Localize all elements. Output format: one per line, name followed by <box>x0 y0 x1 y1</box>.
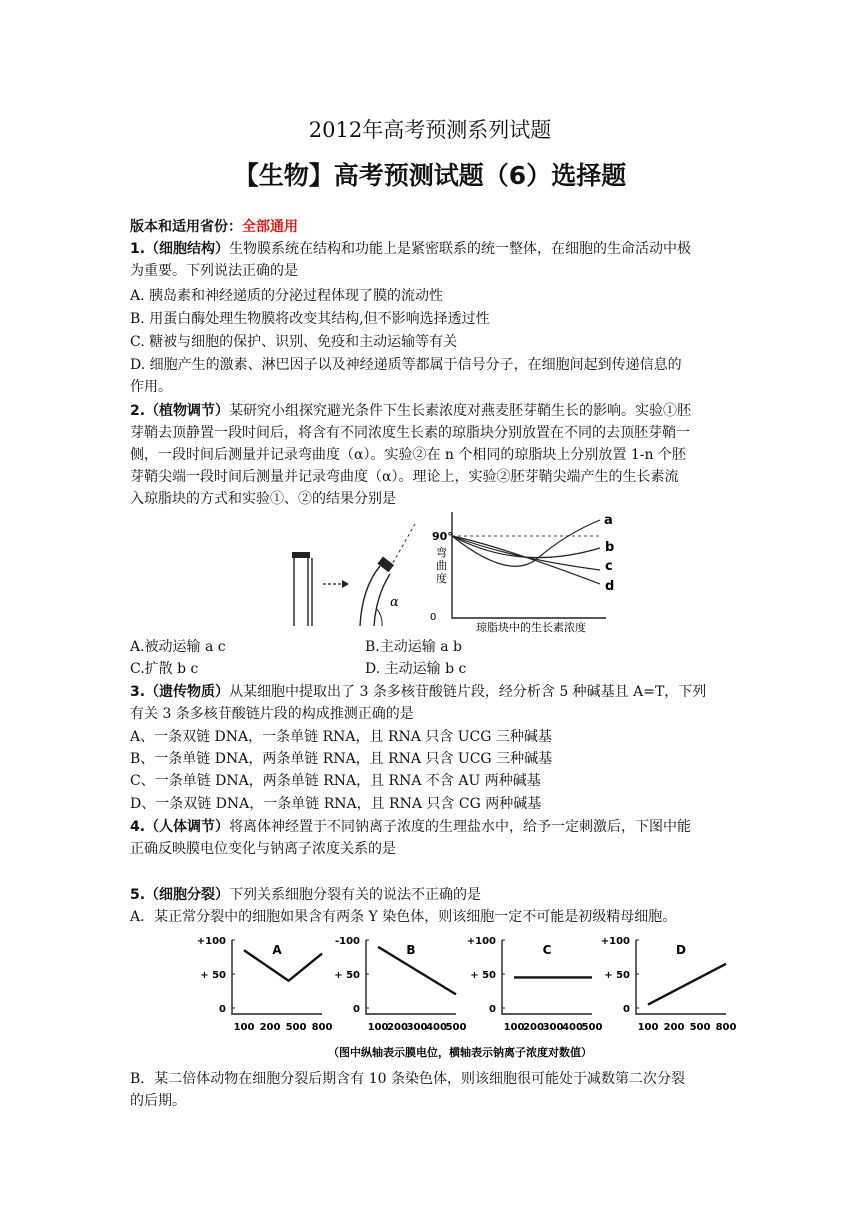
chart-d-xtick: 100 <box>637 1022 659 1033</box>
chart-d-ytick: +100 <box>600 936 630 947</box>
chart-c-xtick: 500 <box>581 1022 603 1033</box>
q4-stem1: 将离体神经置于不同钠离子浓度的生理盐水中，给予一定刺激后，下图中能 <box>229 819 692 835</box>
q1-option-d1: D. 细胞产生的激素、淋巴因子以及神经递质等都属于信号分子，在细胞间起到传递信息的 <box>130 357 682 373</box>
chart-b-series-line <box>378 947 456 995</box>
graph-xlabel: 琼脂块中的生长素浓度 <box>476 621 586 634</box>
curve-label-b: b <box>605 540 615 555</box>
dashed-axis <box>390 524 415 568</box>
chart-b-xtick: 400 <box>426 1022 447 1033</box>
q2-stem5: 入琼脂块的方式和实验①、②的结果分别是 <box>130 491 396 507</box>
chart-c-ytick: +100 <box>466 936 496 947</box>
alpha-label: α <box>390 595 399 610</box>
chart-caption: （图中纵轴表示膜电位，横轴表示钠离子浓度对数值） <box>328 1046 592 1059</box>
q4-stem-line1 <box>130 816 740 838</box>
q5-option-b1: B．某二倍体动物在细胞分裂后期含有 10 条染色体，则该细胞很可能处于减数第二次分裂 <box>130 1071 686 1087</box>
curve-label-c: c <box>605 559 613 574</box>
chart-b-xtick: 500 <box>445 1022 467 1033</box>
membrane-potential-charts <box>190 930 737 1062</box>
q3-option-c: C、一条单链 DNA，两条单链 RNA，且 RNA 不含 AU 两种碱基 <box>130 773 541 789</box>
q1-stem2: 为重要。下列说法正确的是 <box>130 263 298 279</box>
q2-stem4: 芽鞘尖端一段时间后测量并记录弯曲度（α）。理论上，实验②胚芽鞘尖端产生的生长素流 <box>130 469 679 485</box>
chart-a-xtick: 500 <box>285 1022 307 1033</box>
chart-c-ytick: + 50 <box>470 970 496 981</box>
chart-c-xtick: 400 <box>562 1022 583 1033</box>
chart-d-series-line <box>648 964 726 1005</box>
chart-b-ytick: -100 <box>334 936 360 947</box>
chart-a-xtick: 200 <box>259 1022 281 1033</box>
agar-block-bent <box>377 557 394 573</box>
q1-stem1: 生物膜系统在结构和功能上是紧密联系的统一整体，在细胞的生命活动中极 <box>229 241 692 257</box>
coleoptile-diagram <box>292 524 415 626</box>
q4-tag: 4.（人体调节） <box>130 819 230 835</box>
chart-a-ytick: +100 <box>196 936 226 947</box>
meta-value: 全部通用 <box>242 219 298 235</box>
q1-option-c: C. 糖被与细胞的保护、识别、免疫和主动运输等有关 <box>130 334 458 350</box>
bent-coleoptile <box>360 566 390 626</box>
q5-option-a: A．某正常分裂中的细胞如果含有两条 Y 染色体，则该细胞一定不可能是初级精母细胞。 <box>130 909 677 925</box>
chart-a-xtick: 800 <box>311 1022 333 1033</box>
chart-d-title: D <box>676 943 686 957</box>
chart-d-xtick: 800 <box>715 1022 737 1033</box>
chart-b-ytick: 0 <box>353 1004 360 1015</box>
ylabel-2: 曲 <box>436 559 447 572</box>
chart-c-ytick: 0 <box>489 1004 496 1015</box>
q2-figure-svg <box>280 506 630 634</box>
chart-d-xtick: 500 <box>689 1022 711 1033</box>
chart-a-series-line <box>244 950 322 981</box>
q2-stem1: 某研究小组探究避光条件下生长素浓度对燕麦胚芽鞘生长的影响。实验①胚 <box>229 403 692 419</box>
origin-label: 0 <box>430 612 437 623</box>
q1-option-d2: 作用。 <box>130 379 172 395</box>
chart-c-xtick: 100 <box>503 1022 525 1033</box>
chart-b-ytick: + 50 <box>334 970 360 981</box>
chart-d-ytick: + 50 <box>604 970 630 981</box>
q3-tag: 3.（遗传物质） <box>130 684 230 700</box>
curve-b <box>452 536 600 558</box>
chart-c-xtick: 300 <box>542 1022 564 1033</box>
agar-block-hatched <box>292 552 310 558</box>
q3-stem1: 从某细胞中提取出了 3 条多核苷酸链片段，经分析含 5 种碱基且 A=T，下列 <box>229 684 707 700</box>
q3-option-b: B、一条单链 DNA，两条单链 RNA，且 RNA 只含 UCG 三种碱基 <box>130 751 553 767</box>
arrow-head <box>342 580 349 588</box>
q3-option-d: D、一条双链 DNA，一条单链 RNA，且 RNA 只含 CG 两种碱基 <box>130 796 542 812</box>
q3-stem-line1 <box>130 681 740 703</box>
chart-a-xtick: 100 <box>233 1022 255 1033</box>
q2-stem3: 侧，一段时间后测量并记录弯曲度（α）。实验②在 n 个相同的琼脂块上分别放置 1-n 个胚 <box>130 447 686 463</box>
q3-option-a: A、一条双链 DNA，一条单链 RNA，且 RNA 只含 UCG 三种碱基 <box>130 729 552 745</box>
chart-b-xtick: 100 <box>367 1022 389 1033</box>
membrane-potential-charts-svg <box>190 930 737 1062</box>
q5-stem1: 下列关系细胞分裂有关的说法不正确的是 <box>229 887 482 903</box>
chart-b-title: B <box>406 943 416 957</box>
alpha-arc <box>376 608 382 626</box>
curve-label-a: a <box>604 513 613 528</box>
chart-d-ytick: 0 <box>623 1004 630 1015</box>
q4-stem2: 正确反映膜电位变化与钠离子浓度关系的是 <box>130 841 396 857</box>
ylabel-3: 度 <box>436 572 447 585</box>
chart-d-xtick: 200 <box>663 1022 685 1033</box>
ytick-90: 90° <box>432 530 453 543</box>
q3-stem2: 有关 3 条多核苷酸链片段的构成推测正确的是 <box>130 706 414 722</box>
q2-option-c: C.扩散 b c <box>130 661 199 677</box>
q2-stem-line1 <box>130 400 740 422</box>
q2-tag: 2.（植物调节） <box>130 403 230 419</box>
document-title: 2012年高考预测系列试题 <box>308 118 552 142</box>
straight-coleoptile <box>294 558 312 626</box>
q5-stem-line1 <box>130 884 740 906</box>
q2-option-a: A.被动运输 a c <box>130 639 226 655</box>
chart-a-ytick: 0 <box>219 1004 226 1015</box>
q1-stem-line1 <box>130 238 740 260</box>
ylabel-1: 弯 <box>436 546 447 559</box>
q2-option-b: B.主动运输 a b <box>365 639 462 655</box>
q1-option-a: A. 胰岛素和神经递质的分泌过程体现了膜的流动性 <box>130 288 444 304</box>
chart-c-title: C <box>542 943 552 957</box>
meta-label: 版本和适用省份： <box>130 219 242 235</box>
q2-stem2: 芽鞘去顶静置一段时间后，将含有不同浓度生长素的琼脂块分别放置在不同的去顶胚芽鞘一 <box>130 425 690 441</box>
q5-option-b2: 的后期。 <box>130 1093 186 1109</box>
curve-label-d: d <box>605 579 615 594</box>
q5-tag: 5.（细胞分裂） <box>130 887 230 903</box>
meta-line <box>130 216 740 238</box>
curvature-graph <box>430 512 614 634</box>
q1-tag: 1.（细胞结构） <box>130 241 230 257</box>
document-subtitle: 【生物】高考预测试题（6）选择题 <box>233 161 627 190</box>
chart-b-xtick: 200 <box>387 1022 408 1033</box>
q1-option-b: B. 用蛋白酶处理生物膜将改变其结构,但不影响选择透过性 <box>130 311 490 327</box>
q2-option-d: D. 主动运输 b c <box>365 661 467 677</box>
chart-b-xtick: 300 <box>406 1022 428 1033</box>
chart-c-xtick: 200 <box>523 1022 544 1033</box>
q2-figure <box>280 506 630 634</box>
chart-a-ytick: + 50 <box>200 970 226 981</box>
chart-a-title: A <box>272 943 282 957</box>
